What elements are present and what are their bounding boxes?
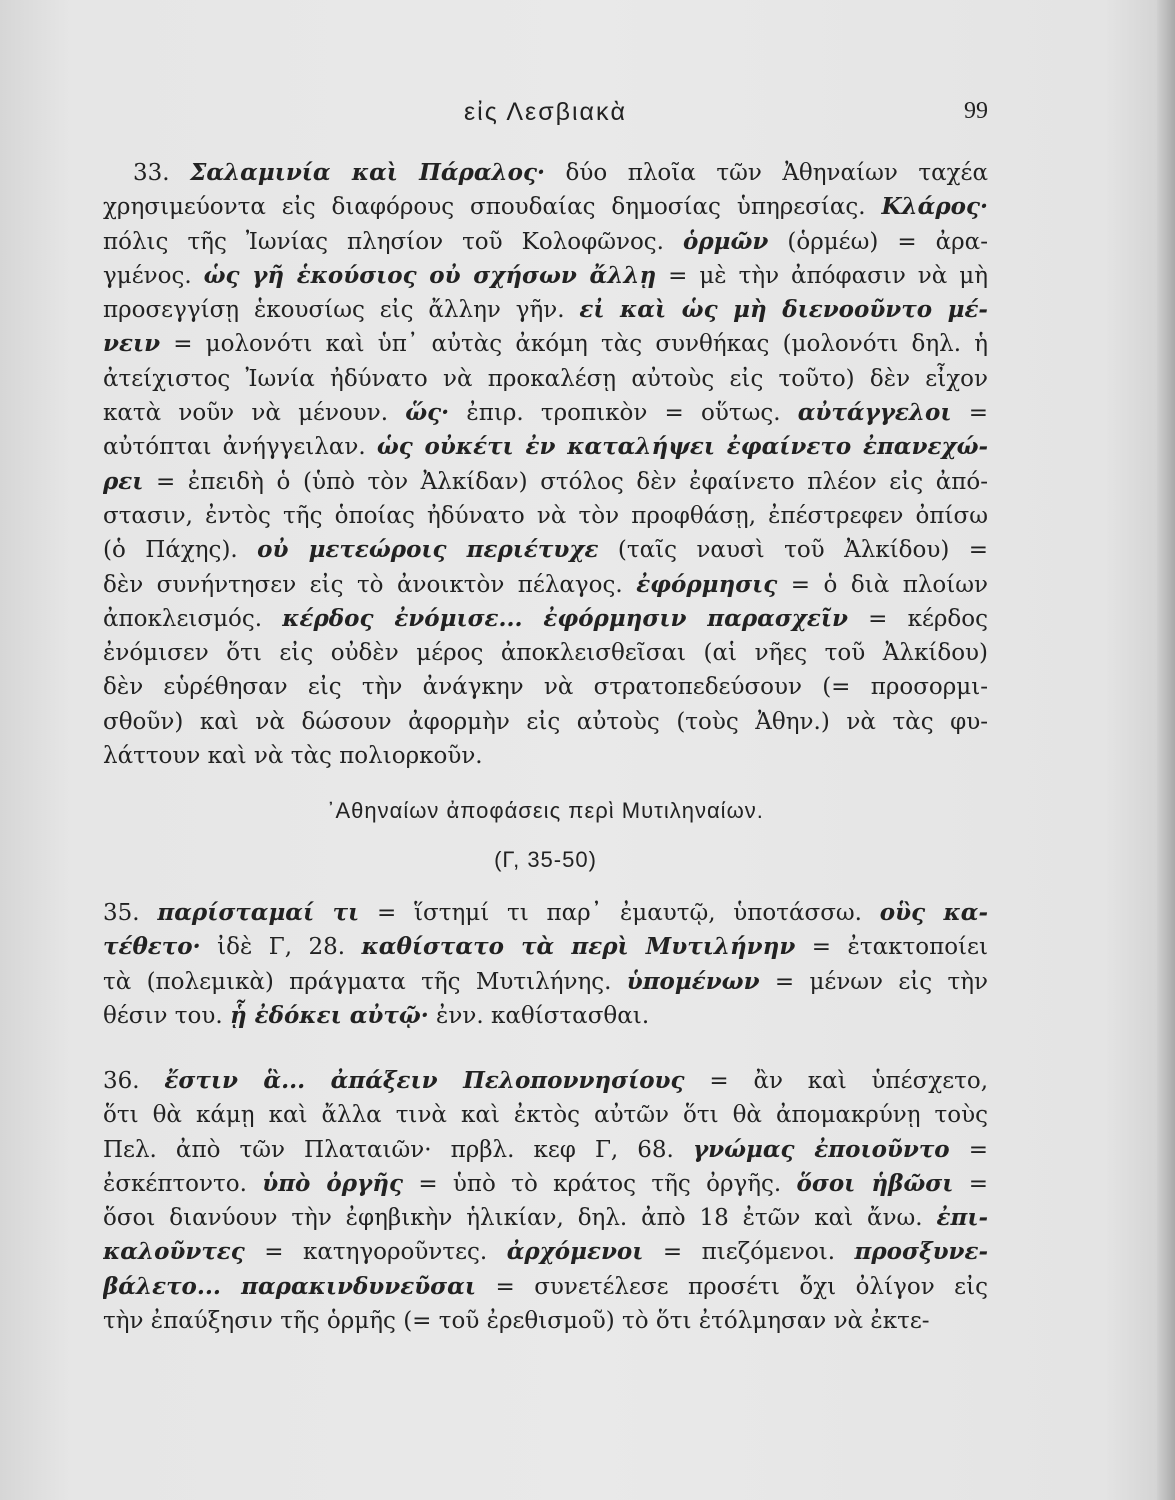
gloss-text: προσεγγίσῃ ἑκουσίως εἰς ἄλλην γῆν. [103,297,580,324]
page-header [103,98,988,138]
text-line [103,225,988,259]
gloss-text: δύο πλοῖα τῶν Ἀθηναίων ταχέα [545,160,988,186]
lemma-term: βάλετο... παρακινδυνεῦσαι [103,1272,476,1300]
gloss-text: = ἐτακτοποίει [795,934,988,961]
text-line [103,930,988,964]
gloss-text: ἐνν. καθίστασθαι. [428,1002,650,1029]
text-line [103,327,988,361]
text-line [103,362,988,396]
lemma-term: ὑπομένων [626,967,760,995]
gloss-text: = πιεζόμενοι. [643,1239,855,1266]
text-line [103,1064,988,1098]
lemma-term: ἔστιν ἃ... ἀπάξειν Πελοποννησίους [164,1067,685,1094]
text-line [103,533,988,567]
gloss-text: ἀτείχιστος Ἰωνία ἠδύνατο νὰ προκαλέσῃ αὐτοὺς εἰς τοῦτο) δὲν εἶχον [103,365,988,392]
lemma-term: προσξυνε- [854,1238,988,1266]
gloss-text: = ἂν καὶ ὑπέσχετο, [684,1068,988,1094]
gloss-text: = μολονότι καὶ ὑπ᾿ αὐτὰς ἀκόμη τὰς συνθήκας (μολονότι δηλ. ἡ [160,331,988,358]
lemma-term: εἰ καὶ ὡς μὴ διενοοῦντο μέ- [579,296,988,324]
gloss-text: τὰ (πολεμικὰ) πράγματα τῆς Μυτιλήνης. [103,968,627,995]
lemma-term: ὡς γῆ ἑκούσιος οὐ σχήσων ἄλλῃ [203,261,657,289]
gloss-text: χρησιμεύοντα εἰς διαφόρους σπουδαίας δημοσίας ὑπηρεσίας. [103,194,882,221]
gloss-text: λάττουν καὶ νὰ τὰς πολιορκοῦν. [103,743,483,770]
running-title: εἰς Λεσβιακὰ [464,98,627,126]
gloss-text: ὅσοι διανύουν τὴν ἐφηβικὴν ἡλικίαν, δηλ. ἀπὸ 18 ἐτῶν καὶ ἄνω. [103,1205,937,1232]
gloss-text: (ὁ Πάχης). [103,537,258,564]
gloss-text: = ἵστημί τι παρ᾿ ἐμαυτῷ, ὑποτάσσω. [359,900,880,926]
text-line [103,190,988,224]
text-line [103,465,988,499]
lemma-term: ὑπὸ ὀργῆς [262,1169,403,1197]
gloss-text: Πελ. ἀπὸ τῶν Πλαταιῶν· πρβλ. κεφ Γ, 68. [103,1136,693,1163]
gloss-text: θέσιν του. [103,1002,230,1029]
gloss-text: = ὁ διὰ πλοίων [777,571,988,598]
gloss-text: γμένος. [103,262,204,289]
text-line [103,156,988,190]
lemma-term: ὁρμῶν [683,227,769,255]
gloss-text: = μένων εἰς τὴν [759,968,988,995]
text-line [103,670,988,704]
lemma-term: γνώμας ἐποιοῦντο [692,1135,950,1163]
text-line [103,739,988,773]
gloss-text: ἐνόμισεν ὅτι εἰς οὐδὲν μέρος ἀποκλεισθεῖσαι (αἱ νῆες τοῦ Ἀλκίδου) [103,640,988,667]
text-line [103,705,988,739]
note-36 [103,1064,988,1338]
lemma-term: ὅσοι ἡβῶσι [796,1169,954,1197]
lemma-term: Σαλαμινία καὶ Πάραλος· [190,159,546,186]
gloss-text: = κέρδος [847,605,988,632]
gloss-text: = [953,1170,988,1197]
text-line [103,1167,988,1201]
lemma-term: παρίσταμαί τι [157,899,360,926]
gloss-text: = κατηγοροῦντες. [244,1239,507,1266]
text-line [103,259,988,293]
note-33 [103,156,988,773]
page-edge-shadow [1157,0,1175,1500]
text-line [103,396,988,430]
text-line [103,1098,988,1132]
lemma-term: καλοῦντες [103,1238,245,1266]
text-line [103,999,988,1033]
gloss-text: = μὲ τὴν ἀπόφασιν νὰ μὴ [656,262,988,289]
gloss-text: = ἐπειδὴ ὁ (ὑπὸ τὸν Ἀλκίδαν) στόλος δὲν ἐφαίνετο πλέον εἰς ἀπό- [143,468,988,495]
lemma-term: ὥς· [405,399,450,427]
lemma-term: οὐ μετεώροις περιέτυχε [257,536,599,564]
gloss-text: κατὰ νοῦν νὰ μένουν. [103,400,406,427]
gloss-text: ἐσκέπτοντο. [103,1170,263,1197]
gloss-text: = [951,400,988,427]
lemma-term: κέρδος ἐνόμισε... ἐφόρμησιν παρασχεῖν [282,604,848,632]
lemma-term: ἐπι- [936,1204,988,1232]
gloss-text: τὴν ἐπαύξησιν τῆς ὁρμῆς (= τοῦ ἐρεθισμοῦ) τὸ ὅτι ἐτόλμησαν νὰ ἐκτε- [103,1308,930,1335]
lemma-term: καθίστατο τὰ περὶ Μυτιλήνην [361,933,796,961]
text-line [103,1270,988,1304]
text-line [103,499,988,533]
text-line [103,636,988,670]
gloss-text: ὅτι θὰ κάμῃ καὶ ἄλλα τινὰ καὶ ἐκτὸς αὐτῶν ὅτι θὰ ἀπομακρύνῃ τοὺς [103,1102,988,1129]
lemma-term: ἐφόρμησις [636,570,778,598]
text-line [103,430,988,464]
text-line [103,1133,988,1167]
gloss-text: δὲν εὑρέθησαν εἰς τὴν ἀνάγκην νὰ στρατοπεδεύσουν (= προσορμι- [103,674,988,701]
gloss-text: 33. [133,160,191,186]
gloss-text: ἰδὲ Γ, 28. [200,934,362,961]
gloss-text: = [949,1136,988,1163]
lemma-term: Κλάρος· [881,193,988,221]
lemma-term: τέθετο· [103,933,201,961]
gloss-text: ἀποκλεισμός. [103,605,283,632]
text-line [103,602,988,636]
text-line [103,568,988,602]
section-title: ᾿Αθηναίων ἀποφάσεις περὶ Μυτιληναίων. [327,798,764,823]
lemma-term: ρει [103,467,144,495]
text-line [103,965,988,999]
text-line [103,896,988,930]
gloss-text: 35. [103,900,158,926]
text-line [103,1304,988,1338]
gloss-text: = ὑπὸ τὸ κράτος τῆς ὀργῆς. [402,1170,797,1197]
gloss-text: 36. [103,1068,165,1094]
gloss-text: πόλις τῆς Ἰωνίας πλησίον τοῦ Κολοφῶνος. [103,228,684,255]
lemma-term: ᾗ ἐδόκει αὐτῷ· [229,1001,429,1029]
gloss-text: (ὁρμέω) = ἀρα- [768,228,988,255]
text-line [103,1201,988,1235]
section-range: (Γ, 35-50) [494,847,597,872]
lemma-term: ἀρχόμενοι [506,1238,644,1266]
lemma-term: νειν [103,330,161,358]
gloss-text: στασιν, ἐντὸς τῆς ὁποίας ἠδύνατο νὰ τὸν προφθάσῃ, ἐπέστρεφεν ὀπίσω [103,502,988,529]
lemma-term: αὐτάγγελοι [797,399,952,427]
page-number: 99 [964,98,988,124]
gloss-text: σθοῦν) καὶ νὰ δώσουν ἀφορμὴν εἰς αὐτοὺς (τοὺς Ἀθην.) νὰ τὰς φυ- [103,708,988,735]
gloss-text: δὲν συνήντησεν εἰς τὸ ἀνοικτὸν πέλαγος. [103,571,637,598]
text-line [103,293,988,327]
lemma-term: οὓς κα- [879,899,988,926]
text-line [103,1235,988,1269]
gloss-text: = συνετέλεσε προσέτι ὄχι ὀλίγον εἰς [475,1273,988,1300]
lemma-term: ὡς οὐκέτι ἐν καταλήψει ἐφαίνετο ἐπανεχώ- [376,433,988,461]
gloss-text: ἐπιρ. τροπικὸν = οὕτως. [449,400,798,427]
gloss-text: αὐτόπται ἀνήγγειλαν. [103,434,377,461]
gloss-text: (ταῖς ναυσὶ τοῦ Ἀλκίδου) = [598,537,988,564]
note-35 [103,896,988,1033]
